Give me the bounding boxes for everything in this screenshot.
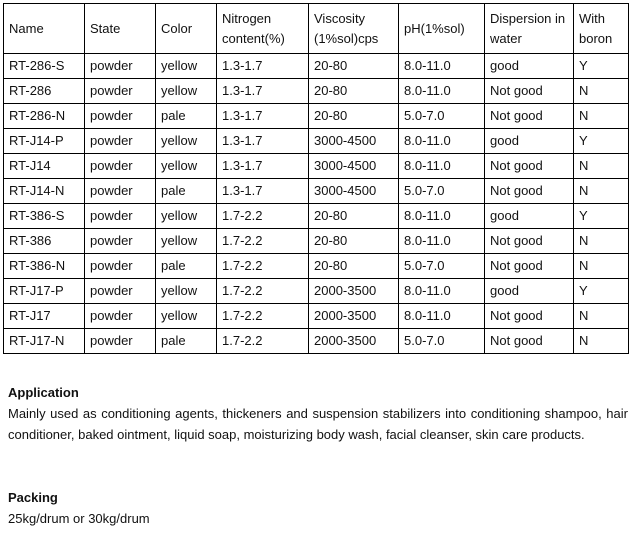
cell-state: powder <box>85 329 156 354</box>
cell-nitrogen: 1.7-2.2 <box>217 279 309 304</box>
cell-state: powder <box>85 204 156 229</box>
cell-viscosity: 3000-4500 <box>309 179 399 204</box>
cell-nitrogen: 1.3-1.7 <box>217 154 309 179</box>
cell-boron: N <box>574 154 629 179</box>
cell-nitrogen: 1.3-1.7 <box>217 79 309 104</box>
packing-text: 25kg/drum or 30kg/drum <box>8 511 150 526</box>
cell-nitrogen: 1.3-1.7 <box>217 129 309 154</box>
cell-boron: N <box>574 254 629 279</box>
cell-boron: N <box>574 104 629 129</box>
cell-boron: N <box>574 329 629 354</box>
cell-name: RT-386-N <box>4 254 85 279</box>
cell-dispersion: good <box>485 204 574 229</box>
cell-ph: 5.0-7.0 <box>399 329 485 354</box>
cell-ph: 5.0-7.0 <box>399 179 485 204</box>
cell-ph: 8.0-11.0 <box>399 54 485 79</box>
cell-name: RT-386 <box>4 229 85 254</box>
cell-viscosity: 3000-4500 <box>309 154 399 179</box>
cell-viscosity: 20-80 <box>309 204 399 229</box>
cell-boron: Y <box>574 204 629 229</box>
cell-viscosity: 2000-3500 <box>309 304 399 329</box>
cell-state: powder <box>85 229 156 254</box>
cell-dispersion: Not good <box>485 304 574 329</box>
cell-ph: 5.0-7.0 <box>399 104 485 129</box>
header-color: Color <box>156 4 217 54</box>
cell-boron: N <box>574 229 629 254</box>
cell-state: powder <box>85 129 156 154</box>
cell-color: yellow <box>156 279 217 304</box>
cell-viscosity: 20-80 <box>309 54 399 79</box>
cell-name: RT-J14-N <box>4 179 85 204</box>
cell-ph: 8.0-11.0 <box>399 229 485 254</box>
cell-state: powder <box>85 254 156 279</box>
cell-viscosity: 2000-3500 <box>309 279 399 304</box>
cell-dispersion: Not good <box>485 154 574 179</box>
table-row <box>4 154 629 179</box>
table-row <box>4 104 629 129</box>
cell-nitrogen: 1.7-2.2 <box>217 229 309 254</box>
packing-section <box>8 487 628 529</box>
table-row <box>4 279 629 304</box>
cell-boron: Y <box>574 129 629 154</box>
cell-state: powder <box>85 104 156 129</box>
cell-color: pale <box>156 254 217 279</box>
cell-ph: 5.0-7.0 <box>399 254 485 279</box>
cell-dispersion: Not good <box>485 254 574 279</box>
product-spec-table <box>3 3 629 354</box>
application-text: Mainly used as conditioning agents, thickeners and suspension stabilizers into conditioning shampoo, hair conditioner, baked ointment, liquid soap, moisturizing body wash, facial cleanser, skin care products. <box>8 406 628 442</box>
header-nitrogen-content: Nitrogen content(%) <box>217 4 309 54</box>
table-row <box>4 304 629 329</box>
cell-name: RT-J17-P <box>4 279 85 304</box>
table-row <box>4 229 629 254</box>
cell-color: yellow <box>156 229 217 254</box>
table-row <box>4 329 629 354</box>
table-row <box>4 129 629 154</box>
cell-nitrogen: 1.7-2.2 <box>217 329 309 354</box>
cell-dispersion: good <box>485 54 574 79</box>
table-row <box>4 54 629 79</box>
cell-name: RT-J17 <box>4 304 85 329</box>
cell-dispersion: Not good <box>485 104 574 129</box>
cell-color: yellow <box>156 129 217 154</box>
cell-name: RT-286 <box>4 79 85 104</box>
cell-color: pale <box>156 179 217 204</box>
table-row <box>4 79 629 104</box>
cell-viscosity: 20-80 <box>309 229 399 254</box>
cell-color: yellow <box>156 54 217 79</box>
cell-dispersion: Not good <box>485 179 574 204</box>
table-body <box>4 54 629 354</box>
cell-boron: Y <box>574 54 629 79</box>
cell-ph: 8.0-11.0 <box>399 79 485 104</box>
cell-color: yellow <box>156 304 217 329</box>
table-row <box>4 254 629 279</box>
packing-heading: Packing <box>8 490 58 505</box>
cell-nitrogen: 1.7-2.2 <box>217 204 309 229</box>
cell-ph: 8.0-11.0 <box>399 154 485 179</box>
cell-state: powder <box>85 54 156 79</box>
cell-name: RT-J17-N <box>4 329 85 354</box>
cell-nitrogen: 1.7-2.2 <box>217 254 309 279</box>
cell-nitrogen: 1.3-1.7 <box>217 104 309 129</box>
cell-dispersion: good <box>485 279 574 304</box>
header-viscosity: Viscosity (1%sol)cps <box>309 4 399 54</box>
cell-name: RT-286-S <box>4 54 85 79</box>
cell-viscosity: 20-80 <box>309 254 399 279</box>
cell-boron: N <box>574 304 629 329</box>
cell-color: yellow <box>156 204 217 229</box>
cell-color: pale <box>156 104 217 129</box>
cell-state: powder <box>85 179 156 204</box>
header-with-boron: With boron <box>574 4 629 54</box>
header-ph: pH(1%sol) <box>399 4 485 54</box>
cell-ph: 8.0-11.0 <box>399 304 485 329</box>
table-header-row <box>4 4 629 54</box>
cell-name: RT-286-N <box>4 104 85 129</box>
table-row <box>4 179 629 204</box>
cell-viscosity: 3000-4500 <box>309 129 399 154</box>
cell-color: pale <box>156 329 217 354</box>
cell-color: yellow <box>156 79 217 104</box>
cell-nitrogen: 1.7-2.2 <box>217 304 309 329</box>
cell-color: yellow <box>156 154 217 179</box>
cell-boron: Y <box>574 279 629 304</box>
cell-dispersion: Not good <box>485 229 574 254</box>
cell-viscosity: 2000-3500 <box>309 329 399 354</box>
cell-ph: 8.0-11.0 <box>399 204 485 229</box>
cell-state: powder <box>85 279 156 304</box>
header-state: State <box>85 4 156 54</box>
cell-state: powder <box>85 304 156 329</box>
cell-boron: N <box>574 179 629 204</box>
cell-dispersion: Not good <box>485 79 574 104</box>
cell-dispersion: Not good <box>485 329 574 354</box>
header-name: Name <box>4 4 85 54</box>
cell-viscosity: 20-80 <box>309 104 399 129</box>
cell-name: RT-J14-P <box>4 129 85 154</box>
header-dispersion: Dispersion in water <box>485 4 574 54</box>
cell-ph: 8.0-11.0 <box>399 129 485 154</box>
cell-state: powder <box>85 154 156 179</box>
application-section <box>8 382 628 445</box>
application-heading: Application <box>8 385 79 400</box>
cell-ph: 8.0-11.0 <box>399 279 485 304</box>
cell-boron: N <box>574 79 629 104</box>
cell-name: RT-386-S <box>4 204 85 229</box>
table-row <box>4 204 629 229</box>
cell-nitrogen: 1.3-1.7 <box>217 179 309 204</box>
cell-nitrogen: 1.3-1.7 <box>217 54 309 79</box>
cell-dispersion: good <box>485 129 574 154</box>
cell-name: RT-J14 <box>4 154 85 179</box>
cell-state: powder <box>85 79 156 104</box>
cell-viscosity: 20-80 <box>309 79 399 104</box>
